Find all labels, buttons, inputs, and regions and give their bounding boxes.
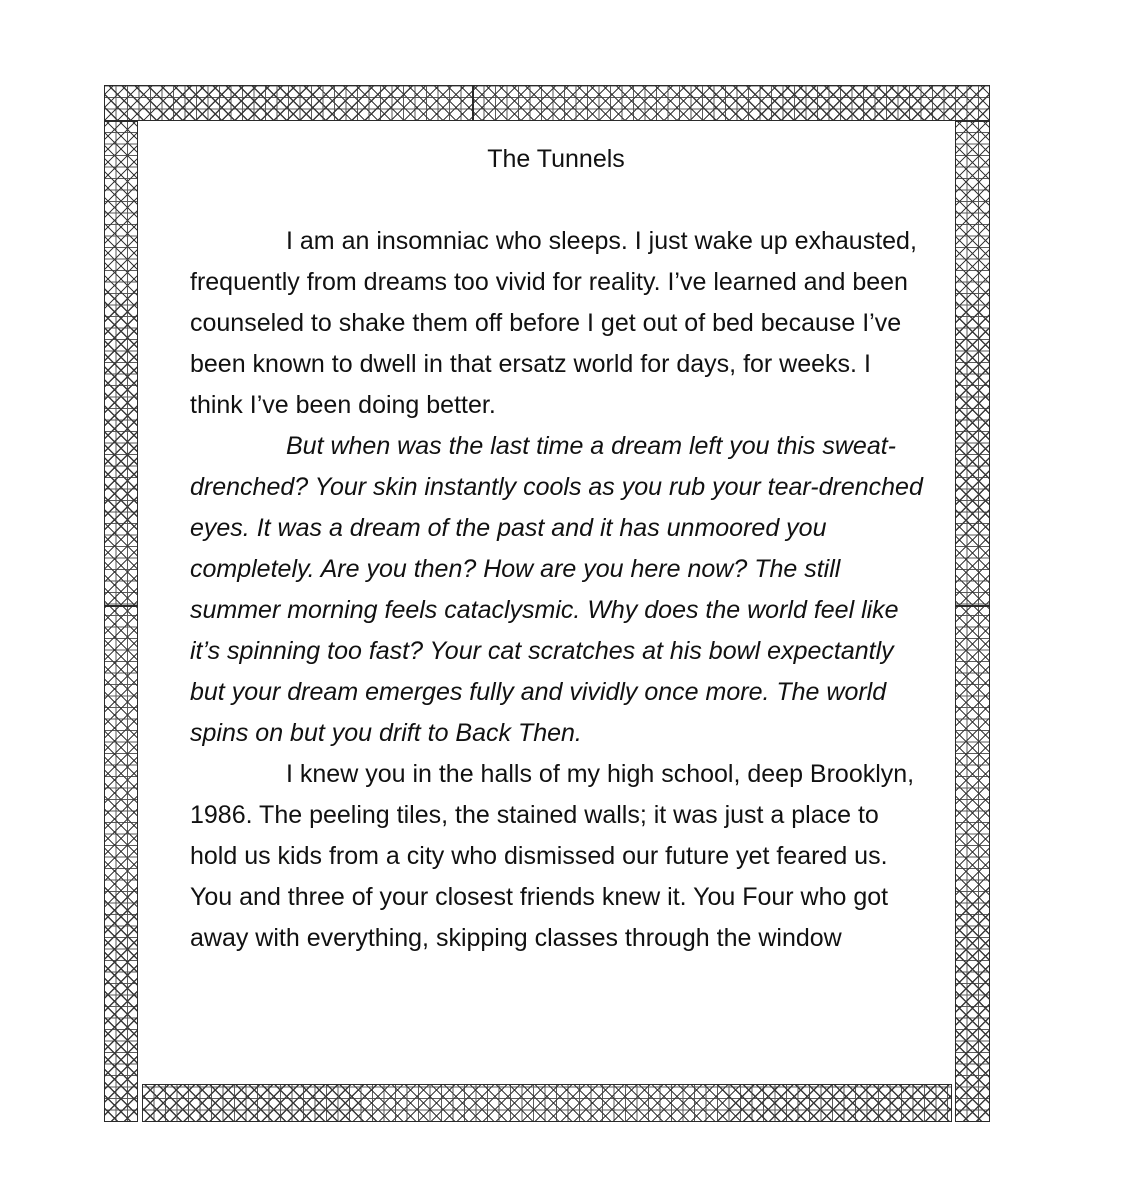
border-joint bbox=[955, 605, 990, 607]
title-spacer bbox=[190, 178, 930, 221]
paragraph-2-italic: But when was the last time a dream left you this sweat-drenched? Your skin instantly cools as you rub your tear-drenched eyes. It was a dream of the past and it has unmoored you completely. Are you then? How are you here now? The still summer morning feels cataclysmic. Why does the world feel like it’s spinning too fast? Your cat scratches at his bowl expectantly but your dream emerges fully and vividly once more. The world spins on but you drift to Back Then. bbox=[190, 432, 923, 747]
decorative-border-right bbox=[955, 121, 990, 1122]
border-joint bbox=[104, 605, 138, 607]
paragraph-1: I am an insomniac who sleeps. I just wake up exhausted, frequently from dreams too vivid for reality. I’ve learned and been counseled to shake them off before I get out of bed because I’ve been known to dwell in that ersatz world for days, for weeks. I think I’ve been doing better. bbox=[190, 227, 917, 419]
document-title: The Tunnels bbox=[487, 145, 625, 173]
decorative-border-top bbox=[104, 85, 990, 121]
decorative-border-left bbox=[104, 121, 138, 1122]
document-page bbox=[190, 140, 930, 959]
border-joint bbox=[472, 85, 474, 121]
paragraph-3: I knew you in the halls of my high school, deep Brooklyn, 1986. The peeling tiles, the stained walls; it was just a place to hold us kids from a city who dismissed our future yet feared us. You and three of your closest friends knew it. You Four who got away with everything, skipping classes through the window bbox=[190, 760, 915, 952]
decorative-border-bottom bbox=[142, 1084, 952, 1122]
